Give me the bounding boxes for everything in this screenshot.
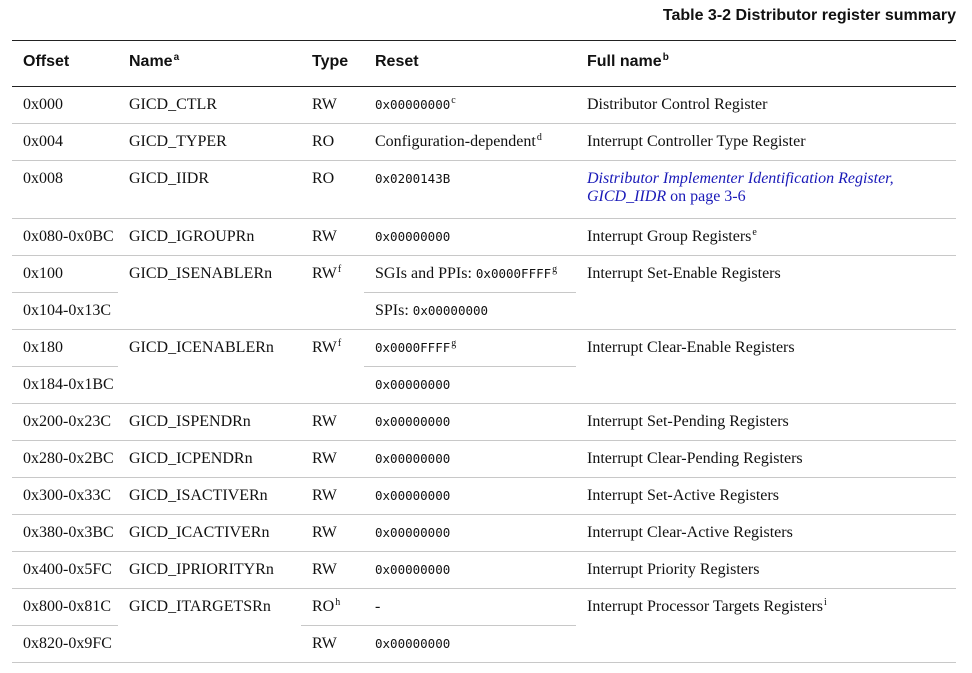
reset-cell: -: [364, 589, 576, 626]
reset-cell: 0x0000FFFF$^g$: [364, 330, 576, 367]
table-row: [12, 515, 956, 552]
footnote-marker: i: [824, 597, 827, 608]
reset-cell: 0x00000000: [364, 552, 576, 589]
type-cell: RW: [301, 404, 364, 441]
table-row: [12, 124, 956, 161]
full-name-cell: Interrupt Clear-Enable Registers: [576, 330, 956, 404]
offset-cell: 0x184-0x1BC: [12, 367, 118, 404]
offset-cell: 0x008: [12, 161, 118, 219]
table-header-row: [12, 41, 956, 87]
footnote-marker: e: [752, 227, 757, 238]
offset-cell: 0x104-0x13C: [12, 293, 118, 330]
table-row: [12, 589, 956, 626]
header-full-name: Full name$^b$: [576, 41, 956, 87]
name-cell: GICD_ISENABLERn: [118, 256, 301, 330]
type-cell: RO: [301, 161, 364, 219]
offset-cell: 0x180: [12, 330, 118, 367]
name-cell: GICD_ISPENDRn: [118, 404, 301, 441]
header-type: Type: [301, 41, 364, 87]
register-summary-table: [12, 41, 956, 663]
table-row: [12, 87, 956, 124]
type-cell: $RO^h$: [301, 589, 364, 626]
footnote-marker: c: [451, 95, 456, 106]
name-cell: GICD_IPRIORITYRn: [118, 552, 301, 589]
type-cell: $RW^f$: [301, 330, 364, 404]
reset-cell: Configuration-dependent$^d$: [364, 124, 576, 161]
offset-cell: 0x200-0x23C: [12, 404, 118, 441]
name-cell: GICD_ITARGETSRn: [118, 589, 301, 663]
type-cell: RW: [301, 219, 364, 256]
type-cell: RO: [301, 124, 364, 161]
reset-cell: 0x00000000: [364, 626, 576, 663]
full-name-cell: Interrupt Priority Registers: [576, 552, 956, 589]
reset-cell: 0x00000000: [364, 441, 576, 478]
name-cell: GICD_ICACTIVERn: [118, 515, 301, 552]
header-name: Name$^a$: [118, 41, 301, 87]
footnote-marker: g: [552, 264, 558, 275]
footnote-marker: f: [337, 338, 342, 349]
offset-cell: 0x820-0x9FC: [12, 626, 118, 663]
reset-cell: 0x00000000: [364, 404, 576, 441]
offset-cell: 0x100: [12, 256, 118, 293]
name-cell: GICD_ICENABLERn: [118, 330, 301, 404]
reset-cell: 0x00000000$^c$: [364, 87, 576, 124]
name-cell: GICD_TYPER: [118, 124, 301, 161]
type-cell: $RW^f$: [301, 256, 364, 330]
name-cell: GICD_IGROUPRn: [118, 219, 301, 256]
full-name-cell: Interrupt Set-Pending Registers: [576, 404, 956, 441]
reset-cell: 0x00000000: [364, 219, 576, 256]
table-row: [12, 404, 956, 441]
full-name-cell: Interrupt Set-Active Registers: [576, 478, 956, 515]
offset-cell: 0x300-0x33C: [12, 478, 118, 515]
footnote-marker: g: [451, 338, 457, 349]
footnote-marker: h: [335, 597, 341, 608]
header-offset: Offset: [12, 41, 118, 87]
full-name-cell: Interrupt Set-Enable Registers: [576, 256, 956, 330]
type-cell: RW: [301, 552, 364, 589]
full-name-cell: Interrupt Group Registers$^e$: [576, 219, 956, 256]
footnote-marker: f: [337, 264, 342, 275]
table-row: [12, 219, 956, 256]
full-name-cell: [576, 161, 956, 219]
table-row: [12, 161, 956, 219]
table-row: [12, 330, 956, 367]
reset-cell: 0x0200143B: [364, 161, 576, 219]
type-cell: RW: [301, 478, 364, 515]
name-cell: GICD_ISACTIVERn: [118, 478, 301, 515]
full-name-cell: Interrupt Processor Targets Registers$^i$: [576, 589, 956, 663]
footnote-marker: d: [536, 132, 542, 143]
footnote-marker: a: [173, 52, 180, 63]
cross-reference-link[interactable]: Distributor Implementer Identification Register, GICD_IIDR on page 3-6: [587, 170, 894, 205]
offset-cell: 0x280-0x2BC: [12, 441, 118, 478]
name-cell: GICD_CTLR: [118, 87, 301, 124]
footnote-marker: b: [662, 52, 669, 63]
reset-cell: SGIs and PPIs: 0x0000FFFF$^g$: [364, 256, 576, 293]
offset-cell: 0x004: [12, 124, 118, 161]
full-name-cell: Interrupt Clear-Active Registers: [576, 515, 956, 552]
offset-cell: 0x400-0x5FC: [12, 552, 118, 589]
full-name-cell: Interrupt Clear-Pending Registers: [576, 441, 956, 478]
table-row: [12, 478, 956, 515]
table-row: [12, 552, 956, 589]
offset-cell: 0x380-0x3BC: [12, 515, 118, 552]
name-cell: GICD_ICPENDRn: [118, 441, 301, 478]
name-cell: GICD_IIDR: [118, 161, 301, 219]
table-caption: Table 3-2 Distributor register summary: [662, 7, 956, 24]
offset-cell: 0x800-0x81C: [12, 589, 118, 626]
type-cell: RW: [301, 515, 364, 552]
offset-cell: 0x080-0x0BC: [12, 219, 118, 256]
reset-cell: SPIs: 0x00000000: [364, 293, 576, 330]
type-cell: RW: [301, 626, 364, 663]
reset-cell: 0x00000000: [364, 478, 576, 515]
reset-cell: 0x00000000: [364, 515, 576, 552]
table-row: [12, 441, 956, 478]
full-name-cell: Distributor Control Register: [576, 87, 956, 124]
header-reset: Reset: [364, 41, 576, 87]
table-row: [12, 256, 956, 293]
offset-cell: 0x000: [12, 87, 118, 124]
reset-cell: 0x00000000: [364, 367, 576, 404]
full-name-cell: Interrupt Controller Type Register: [576, 124, 956, 161]
type-cell: RW: [301, 441, 364, 478]
type-cell: RW: [301, 87, 364, 124]
